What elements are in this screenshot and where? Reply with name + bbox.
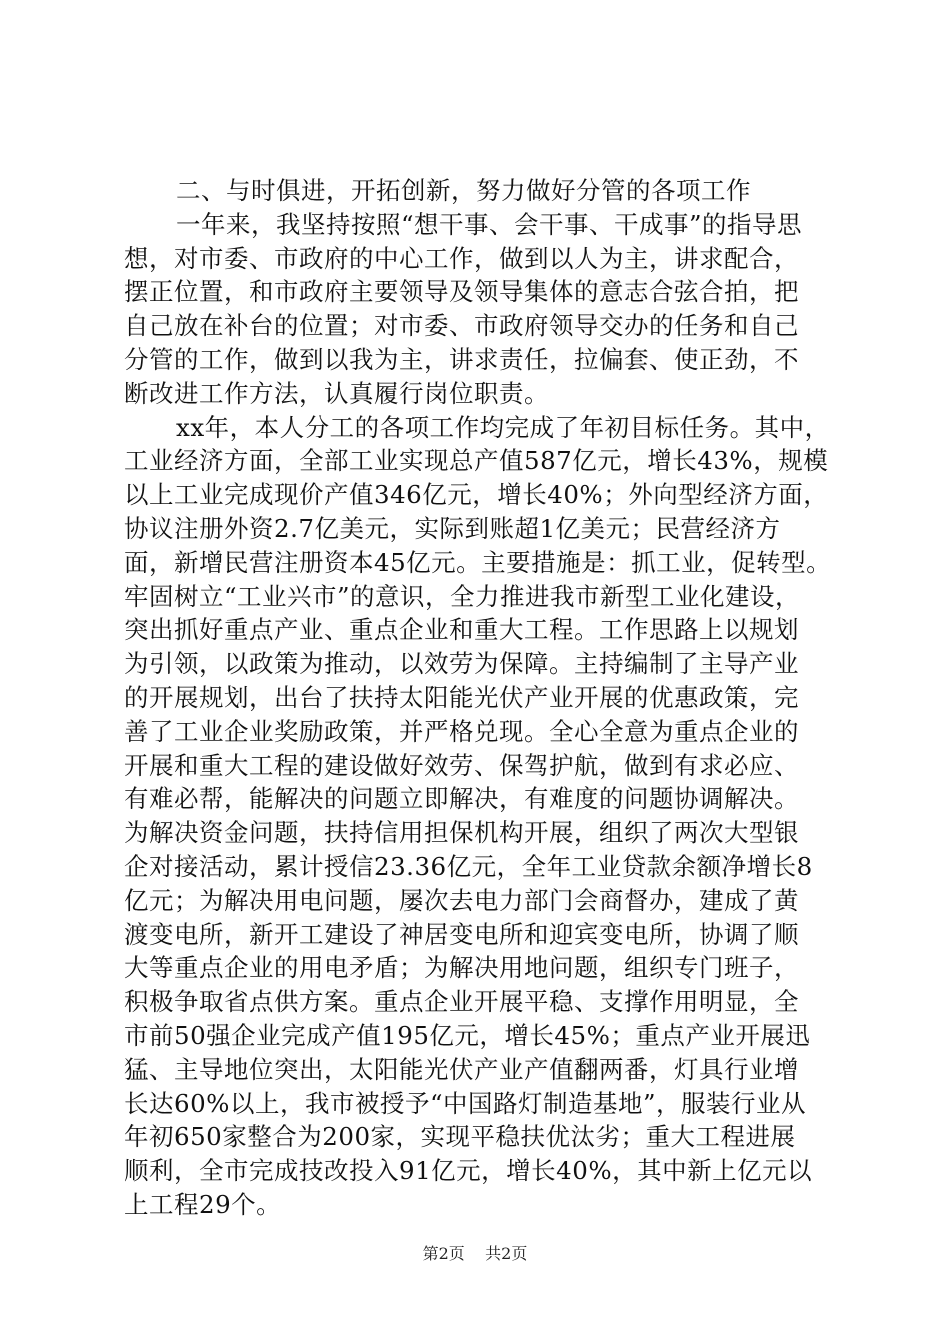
paragraph-line: xx年，本人分工的各项工作均完成了年初目标任务。其中， <box>176 412 830 442</box>
paragraph-line: 想，对市委、市政府的中心工作，做到以人为主，讲求配合， <box>124 243 799 273</box>
paragraph-line: 突出抓好重点产业、重点企业和重大工程。工作思路上以规划 <box>124 615 799 645</box>
paragraph-line: 面，新增民营注册资本45亿元。主要措施是：抓工业，促转型。 <box>124 547 832 577</box>
paragraph-line: 以上工业完成现价产值346亿元，增长40%；外向型经济方面， <box>124 480 829 510</box>
paragraph-line: 积极争取省点供方案。重点企业开展平稳、支撑作用明显，全 <box>124 987 799 1017</box>
paragraph-line: 断改进工作方法，认真履行岗位职责。 <box>124 378 549 408</box>
paragraph-line: 为引领，以政策为推动，以效劳为保障。主持编制了主导产业 <box>124 649 799 679</box>
paragraph-line: 市前50强企业完成产值195亿元，增长45%；重点产业开展迅 <box>124 1020 811 1050</box>
paragraph-line: 牢固树立“工业兴市”的意识，全力推进我市新型工业化建设， <box>124 581 801 611</box>
footer-spacer <box>470 1244 480 1263</box>
page-footer <box>0 1244 950 1264</box>
page-number: 第2页 <box>422 1244 465 1263</box>
paragraph-line: 善了工业企业奖励政策，并严格兑现。全心全意为重点企业的 <box>124 716 799 746</box>
paragraph-line: 协议注册外资2.7亿美元，实际到账超1亿美元；民营经济方 <box>124 513 781 543</box>
paragraph-line: 工业经济方面，全部工业实现总产值587亿元，增长43%，规模 <box>124 446 829 476</box>
paragraph-line: 一年来，我坚持按照“想干事、会干事、干成事”的指导思 <box>176 209 803 239</box>
paragraph-line: 的开展规划，出台了扶持太阳能光伏产业开展的优惠政策，完 <box>124 682 799 712</box>
paragraph-line: 年初650家整合为200家，实现平稳扶优汰劣；重大工程进展 <box>124 1122 796 1152</box>
paragraph-line: 为解决资金问题，扶持信用担保机构开展，组织了两次大型银 <box>124 818 799 848</box>
paragraph-line: 大等重点企业的用电矛盾；为解决用地问题，组织专门班子， <box>124 953 799 983</box>
paragraph-line: 开展和重大工程的建设做好效劳、保驾护航，做到有求必应、 <box>124 750 799 780</box>
paragraph-line: 有难必帮，能解决的问题立即解决，有难度的问题协调解决。 <box>124 784 799 814</box>
section-heading: 二、与时俱进，开拓创新，努力做好分管的各项工作 <box>176 176 751 205</box>
paragraph-line: 猛、主导地位突出，太阳能光伏产业产值翻两番，灯具行业增 <box>124 1054 799 1084</box>
page-total: 共2页 <box>485 1244 528 1263</box>
paragraph-line: 自己放在补台的位置；对市委、市政府领导交办的任务和自己 <box>124 311 799 341</box>
paragraph-line: 上工程29个。 <box>124 1189 282 1219</box>
document-body <box>124 174 840 1222</box>
paragraph-line: 摆正位置，和市政府主要领导及领导集体的意志合弦合拍，把 <box>124 277 799 307</box>
paragraph-line: 分管的工作，做到以我为主，讲求责任，拉偏套、使正劲，不 <box>124 344 799 374</box>
paragraph-line: 企对接活动，累计授信23.36亿元，全年工业贷款余额净增长8 <box>124 851 813 881</box>
paragraph-line: 渡变电所，新开工建设了神居变电所和迎宾变电所，协调了顺 <box>124 919 799 949</box>
paragraph-line: 顺利，全市完成技改投入91亿元，增长40%，其中新上亿元以 <box>124 1156 813 1186</box>
paragraph-line: 亿元；为解决用电问题，屡次去电力部门会商督办，建成了黄 <box>124 885 799 915</box>
paragraph-line: 长达60%以上，我市被授予“中国路灯制造基地”，服装行业从 <box>124 1088 807 1118</box>
